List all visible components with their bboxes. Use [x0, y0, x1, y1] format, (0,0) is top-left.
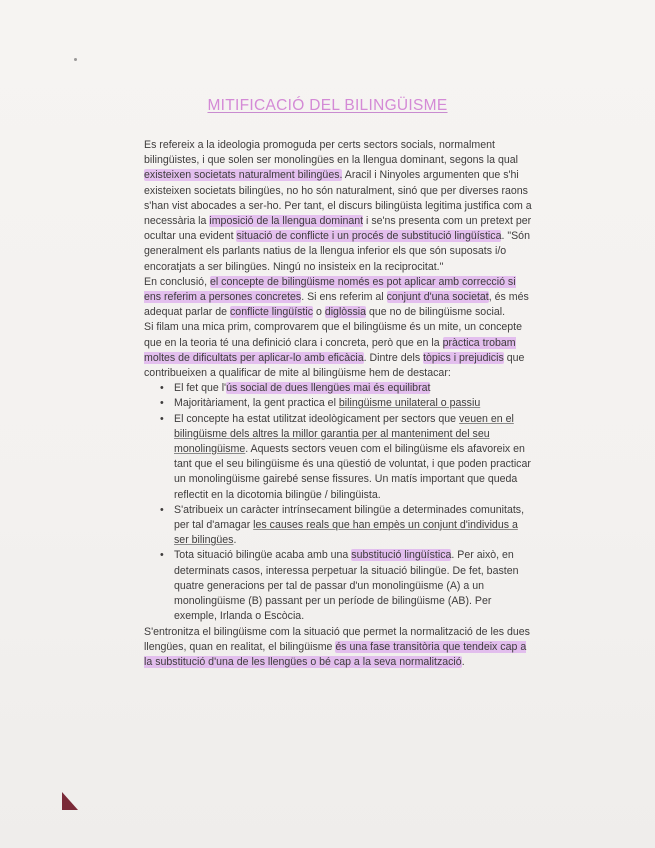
page-dot-mark — [74, 58, 77, 61]
list-item: • S'atribueix un caràcter intrínsecament bilingüe a determinades comunitats, per tal d'amagar les causes reals que han empès un conjunt d'individus a ser bilingües. — [174, 503, 534, 549]
underlined-text: veuen en el bilingüisme dels altres la millor garantia per al manteniment del seu monolingüisme — [174, 412, 514, 456]
highlight: conflicte lingüístic — [230, 306, 314, 319]
document-title: MITIFICACIÓ DEL BILINGÜISME — [207, 97, 448, 114]
paragraph-3: Si filam una mica prim, comprovarem que el bilingüisme és un mite, un concepte que en la teoria té una definició clara i concreta, però que en la pràctica trobam moltes de dificultats per aplicar-lo amb eficàcia. Dintre dels tòpics i prejudicis que contribueixen a qualificar de mite al bilingüisme hem de destacar: — [144, 321, 525, 380]
highlight: ús social de dues llengües mai és equilibrat — [226, 382, 431, 395]
highlight: existeixen societats naturalment bilingües. — [144, 169, 343, 182]
paragraph-2: En conclusió, el concepte de bilingüisme només es pot aplicar amb correcció si ens referim a persones concretes. Si ens referim al conjunt d'una societat, és més adequat parlar de conflicte lingüístic o diglòssia que no de bilingüisme social. — [144, 275, 529, 319]
list-item: • El fet que l'ús social de dues llengües mai és equilibrat — [174, 381, 534, 396]
highlight: pràctica trobam moltes de dificultats per aplicar-lo amb eficàcia — [144, 336, 516, 364]
bullet-list — [144, 381, 534, 624]
paragraph-1: Es refereix a la ideologia promoguda per certs sectors socials, normalment bilingüistes, i que solen ser monolingües en la llengua dominant, segons la qual existeixen societats naturalment bilingües. Aracil i Ninyoles argumenten que s'hi existeixen societats bilingües, no ho són naturalment, sinó que per diverses raons s'han vist abocades a ser-ho. Per tant, el discurs bilingüista legitima justifica com a necessària la imposició de la llengua dominant i se'ns presenta com un pretext per ocultar una evident situació de conflicte i un procés de substitució lingüística. "Són generalment els parlants natius de la llengua inferior els que són suposats i/o encoratjats a ser bilingües. Ningú no insisteix en la reciprocitat." — [144, 139, 532, 273]
list-item: • Tota situació bilingüe acaba amb una substitució lingüística. Per això, en determinats casos, interessa perpetuar la situació bilingüe. De fet, basten quatre generacions per tal de passar d'un monolingüisme (A) a un monolingüisme (B) passant per un període de bilingüisme (AB). Per exemple, Irlanda o Escòcia. — [174, 548, 534, 624]
underlined-text: les causes reals que han empès un conjunt d'individus a ser bilingües — [174, 519, 518, 547]
highlight: diglòssia — [324, 306, 367, 319]
paragraph-4: S'entronitza el bilingüisme com la situació que permet la normalització de les dues llengües, quan en realitat, el bilingüisme és una fase transitòria que tendeix cap a la substitució d'una de les llengües o bé cap a la seva normalització. — [144, 625, 530, 668]
highlight: imposició de la llengua dominant — [209, 215, 364, 228]
highlight: substitució lingüística — [351, 549, 452, 562]
highlight: conjunt d'una societat — [386, 291, 489, 304]
highlight: tòpics i prejudicis — [423, 351, 504, 364]
document-body — [144, 138, 534, 670]
highlight: situació de conflicte i un procés de substitució lingüística — [236, 230, 502, 243]
underlined-text: bilingüisme unilateral o passiu — [338, 397, 481, 410]
list-item: • Majoritàriament, la gent practica el bilingüisme unilateral o passiu — [174, 396, 534, 411]
highlight: és una fase transitòria que tendeix cap a la substitució d'una de les llengües o bé cap a la seva normalització — [144, 640, 527, 668]
list-item: • El concepte ha estat utilitzat ideològicament per sectors que veuen en el bilingüisme dels altres la millor garantia per al manteniment del seu monolingüisme. Aquests sectors veuen com el bilingüisme els afavoreix en tant que el seu bilingüisme és una qüestió de voluntat, i que poden practicar un monolingüisme gairebé sense fissures. Un matís important que queda reflectit en la dicotomia bilingüe / bilingüista. — [174, 412, 534, 503]
corner-mark — [62, 792, 78, 810]
highlight: el concepte de bilingüisme només es pot aplicar amb correcció si ens referim a persones concretes — [144, 275, 516, 304]
